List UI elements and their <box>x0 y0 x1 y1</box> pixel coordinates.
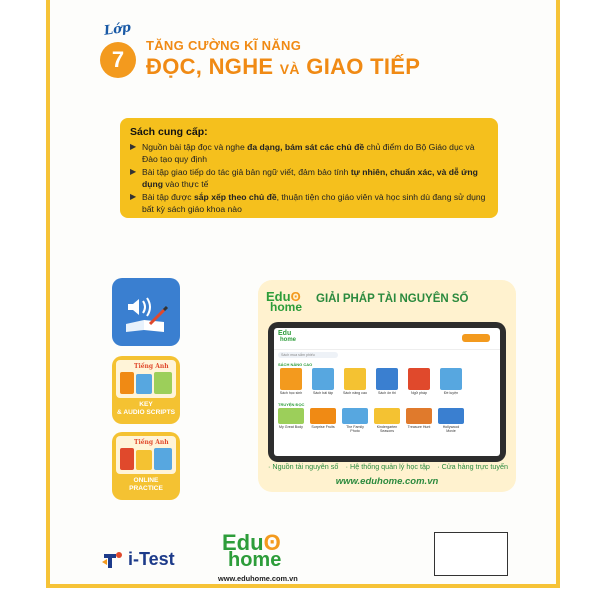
info-item <box>130 166 488 190</box>
screen-book-item[interactable] <box>278 408 304 433</box>
info-text: Bài tập giao tiếp do tác giả bản ngữ viết, đảm bảo tính <box>142 167 351 177</box>
screen-book-cover <box>312 368 334 390</box>
itest-text: i-Test <box>128 548 175 569</box>
panel-links <box>268 462 508 471</box>
info-list <box>130 141 488 215</box>
screen-book-item[interactable] <box>342 368 368 395</box>
book-back-cover <box>46 0 560 588</box>
key-audio-scripts-tile <box>112 356 180 424</box>
screen-book-cover <box>438 408 464 424</box>
bullet-icon: ▶ <box>130 192 137 201</box>
panel-link[interactable]: · Nguồn tài nguyên số <box>268 462 339 471</box>
footer-logo-bottom: home <box>228 549 282 571</box>
book-title-part-1: ĐỌC, NGHE <box>146 54 274 79</box>
barcode-box <box>434 532 508 576</box>
eduhome-logo <box>266 290 302 313</box>
itest-logo <box>102 548 175 570</box>
screen-book-caption: Ngữ pháp <box>411 391 427 395</box>
grade-number: 7 <box>111 47 125 72</box>
audio-book-graphic <box>120 290 172 334</box>
screen-book-caption: Hollywood Movie <box>442 425 460 433</box>
book-title-conjunction: VÀ <box>279 61 300 77</box>
logo-top-text: Edu <box>266 289 291 304</box>
info-highlight: đa dạng, bám sát các chủ đề <box>247 142 365 152</box>
screen-book-caption: My Great Body <box>279 425 303 429</box>
book-title <box>146 54 420 80</box>
screen-search[interactable]: Sách mua sắm phiếu <box>278 352 338 358</box>
panel-link[interactable]: · Cửa hàng trực tuyến <box>437 462 508 471</box>
screen-logo <box>278 330 296 343</box>
screen-book-cover <box>440 368 462 390</box>
eduhome-panel <box>258 280 516 492</box>
logo-bottom-text: home <box>270 300 303 314</box>
info-text: Bài tập được <box>142 192 194 202</box>
owl-icon: ʘ <box>263 530 281 555</box>
info-title: Sách cung cấp: <box>130 126 208 138</box>
footer-logo-top: Edu <box>222 530 264 555</box>
screen-book-cover <box>374 408 400 424</box>
key-label-line-1: KEY <box>139 401 153 408</box>
screen-book-cover <box>408 368 430 390</box>
book-title-part-2: GIAO TIẾP <box>306 54 421 79</box>
owl-icon: ʘ <box>290 289 301 304</box>
series-title: TĂNG CƯỜNG KĨ NĂNG <box>146 38 302 53</box>
screen-logo-top: Edu <box>278 330 292 337</box>
screen-book-item[interactable] <box>406 368 432 395</box>
online-practice-label <box>116 477 176 493</box>
online-label-line-2: PRACTICE <box>129 485 163 492</box>
screen-book-caption: Kindergarten Seasons <box>376 425 398 433</box>
screen-book-caption: Sách nâng cao <box>343 391 367 395</box>
cart-button[interactable] <box>462 334 490 342</box>
grade-badge <box>100 42 136 78</box>
screen-header <box>274 328 500 350</box>
info-box <box>120 118 498 218</box>
screen-book-caption: Sách ôn thi <box>378 391 396 395</box>
screen-book-cover <box>344 368 366 390</box>
footer-url[interactable]: www.eduhome.com.vn <box>218 574 298 583</box>
panel-heading: GIẢI PHÁP TÀI NGUYÊN SỐ <box>316 293 469 305</box>
screen-book-item[interactable] <box>438 408 464 433</box>
info-highlight: sắp xếp theo chủ đề <box>194 192 277 202</box>
info-item <box>130 191 488 215</box>
key-label-line-2: & AUDIO SCRIPTS <box>116 409 175 416</box>
panel-url[interactable]: www.eduhome.com.vn <box>335 476 439 487</box>
screen-book-item[interactable] <box>374 368 400 395</box>
screen-row-1 <box>278 368 496 395</box>
grade-word: Lớp <box>103 20 132 39</box>
screen-section-title: SÁCH NÂNG CAO <box>278 362 313 367</box>
info-text: chủ điểm do Bộ Giáo dục và Đào tạo quy định <box>142 142 475 164</box>
screen-section-title: TRUYỆN ĐỌC <box>278 402 305 407</box>
screen-row-2 <box>278 408 496 433</box>
book-cover-thumbnail <box>116 360 176 398</box>
key-audio-label <box>116 401 176 417</box>
bullet-icon: ▶ <box>130 167 137 176</box>
itest-icon <box>102 548 124 570</box>
screen-book-cover <box>278 408 304 424</box>
screen-logo-bottom: home <box>280 337 297 343</box>
screen-book-item[interactable] <box>438 368 464 395</box>
bullet-icon: ▶ <box>130 142 137 151</box>
screen-book-item[interactable] <box>278 368 304 395</box>
info-item <box>130 141 488 165</box>
screen-book-cover <box>310 408 336 424</box>
screen-book-item[interactable] <box>342 408 368 433</box>
audio-book-icon <box>112 278 180 346</box>
book-cover-title: Tiếng Anh <box>134 439 169 446</box>
info-text: , thuận tiện cho giáo viên và học sinh dù đang sử dụng bất kỳ sách giáo khoa nào <box>142 192 486 214</box>
screen-book-item[interactable] <box>406 408 432 433</box>
screen-book-caption: Treasure Hunt <box>407 425 431 429</box>
info-text: vào thực tế <box>163 179 209 189</box>
screen-book-caption: Sách học sinh <box>279 391 303 395</box>
screen-book-caption: Sách bài tập <box>313 391 333 395</box>
panel-link[interactable]: · Hệ thống quản lý học tập <box>345 462 430 471</box>
book-cover-title: Tiếng Anh <box>134 363 169 370</box>
screen-book-caption: Surprise Fruits <box>311 425 335 429</box>
online-label-line-1: ONLINE <box>133 477 159 484</box>
eduhome-footer-logo <box>222 532 281 570</box>
screen-book-caption: The Family Photo <box>346 425 364 433</box>
info-highlight: tự nhiên, chuẩn xác, và dễ ứng dụng <box>142 167 478 189</box>
screen-book-cover <box>376 368 398 390</box>
screen-book-caption: Đề luyện <box>443 391 459 395</box>
screen-book-cover <box>280 368 302 390</box>
online-practice-tile <box>112 432 180 500</box>
screen-book-cover <box>342 408 368 424</box>
screen-book-cover <box>406 408 432 424</box>
screen-book-item[interactable] <box>374 408 400 433</box>
tablet-frame <box>268 322 506 462</box>
tablet-screen <box>274 328 500 456</box>
info-text: Nguồn bài tập đọc và nghe <box>142 142 248 152</box>
screen-book-item[interactable] <box>310 368 336 395</box>
screen-book-item[interactable] <box>310 408 336 433</box>
book-cover-thumbnail <box>116 436 176 474</box>
